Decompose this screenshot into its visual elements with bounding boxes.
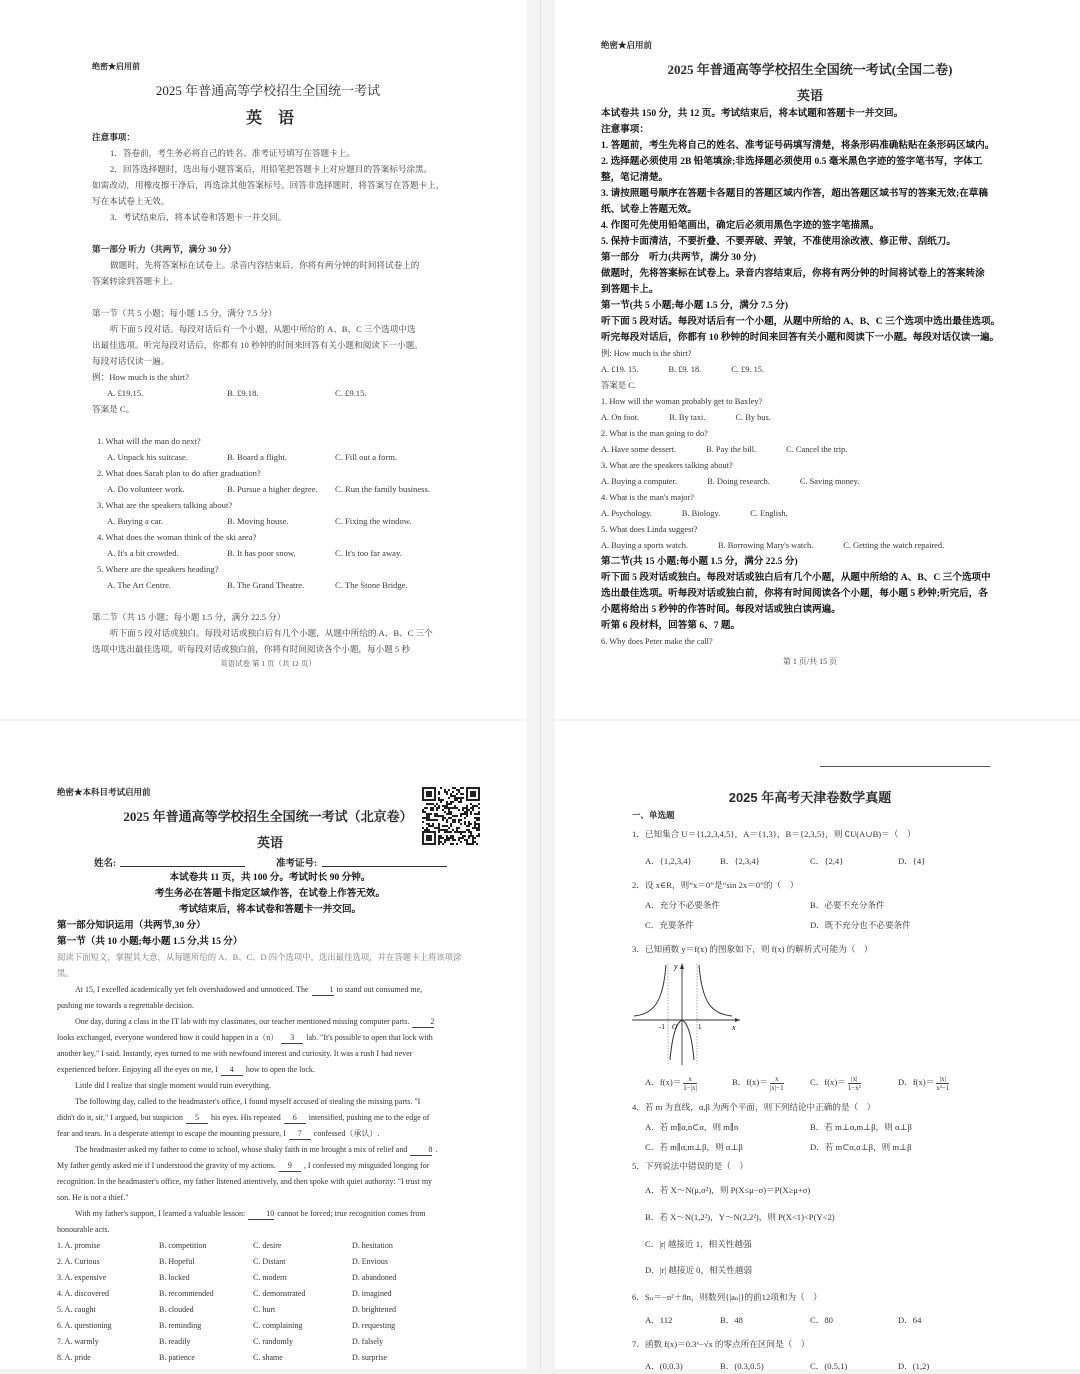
passage-text: looks exchanged, everyone wondered how it could happen in a（n） xyxy=(57,1033,279,1042)
passage-text: At 15, I excelled academically yet felt overshadowed and unnoticed. The xyxy=(75,985,309,994)
answer-option: A．若 X～N(μ,σ²)，则 P(X≤μ−σ)＝P(X≥μ+σ) xyxy=(645,1185,811,1195)
question: 5. Where are the speakers heading? xyxy=(97,564,219,574)
answer-option[interactable]: A. On foot. xyxy=(601,413,640,422)
answer-option[interactable]: B．必要不充分条件 xyxy=(810,900,885,910)
answer-option[interactable]: D. Envious xyxy=(352,1257,388,1266)
passage-text: cannot be forced; true recognition comes from xyxy=(277,1209,426,1218)
answer-options xyxy=(601,538,974,554)
cloze-blank[interactable]: 4 xyxy=(221,1064,243,1076)
tick-label-neg1: -1 xyxy=(659,1023,665,1031)
answer-option[interactable]: C. By bus. xyxy=(735,413,771,422)
answer-option[interactable]: B. competition xyxy=(159,1241,207,1250)
passage-text: fear and tears. In a desperate attempt to escape the mounting pressure, I xyxy=(57,1129,286,1138)
answer-option[interactable]: B．(0.3,0.5) xyxy=(720,1361,764,1371)
option-label: C． xyxy=(810,1077,825,1087)
answer-option[interactable]: D．{4} xyxy=(898,856,926,866)
answer-option[interactable]: A. Buying a computer. xyxy=(601,477,678,486)
answer-option[interactable]: C. demonstrated xyxy=(253,1289,306,1298)
answer-option[interactable]: A. Do volunteer work. xyxy=(107,484,185,494)
passage-text: didn't do it, sir," I argued, but suspicion xyxy=(57,1113,184,1122)
text-line: 1. How will the woman probably get to Baxley? xyxy=(601,397,763,406)
formula-prefix: f(x)＝ xyxy=(746,1077,768,1087)
answer-option[interactable]: A. £19.15. xyxy=(107,388,144,398)
passage-text: pushing me towards a regrettable decision. xyxy=(57,1001,194,1010)
text-line: 第一节(共 5 小题;每小题 1.5 分，满分 7.5 分) xyxy=(601,300,789,311)
answer-options xyxy=(601,474,889,490)
formula-prefix: f(x)＝ xyxy=(824,1077,846,1087)
answer-option[interactable]: B. Pay the bill. xyxy=(706,445,757,454)
answer-option[interactable]: D. hesitation xyxy=(352,1241,393,1250)
answer-options xyxy=(601,362,794,378)
answer-option[interactable]: B. It has poor snow. xyxy=(227,548,296,558)
answer-option[interactable]: A. Buying a car. xyxy=(107,516,164,526)
answer-option[interactable]: C. Getting the watch repaired. xyxy=(843,541,945,550)
answer-options xyxy=(601,442,877,458)
fraction xyxy=(683,1075,697,1092)
question: 4. What does the woman think of the ski area? xyxy=(97,532,257,542)
x-axis-label: x xyxy=(732,1023,736,1032)
text-line: 每段对话仅读一遍。 xyxy=(92,356,170,366)
option-label: A． xyxy=(645,1077,660,1087)
question: 5．下列说法中错误的是（ ） xyxy=(632,1161,749,1171)
origin-label: O xyxy=(672,1023,678,1031)
answer-option[interactable]: D. imagined xyxy=(352,1289,392,1298)
paragraph-line xyxy=(57,1142,437,1158)
text-line: 第一节（共 10 小题;每小题 1.5 分,共 15 分） xyxy=(57,936,243,947)
instruction-line: 阅读下面短文，掌握其大意，从每题所给的 A、B、C、D 四个选项中，选出最佳选项，并在答题卡上将该项涂 xyxy=(57,953,462,962)
paragraph-line: 1．答卷前，考生务必将自己的姓名、准考证号填写在答题卡上。 xyxy=(110,148,355,158)
fraction xyxy=(848,1075,861,1092)
x-axis-arrow-icon xyxy=(735,1018,740,1022)
answer-option[interactable]: D．(1,2) xyxy=(898,1361,930,1371)
answer-option[interactable]: C. shame xyxy=(253,1353,283,1362)
page-footer: 第 1 页/共 15 页 xyxy=(782,657,838,666)
answer-option[interactable]: 3. A. expensive xyxy=(57,1273,107,1282)
answer-option[interactable]: C. modern xyxy=(253,1273,287,1282)
text-line: 本试卷共 150 分，共 12 页。考试结束后，将本试题和答题卡一并交回。 xyxy=(601,108,904,119)
passage-text: to stand out consumed me, xyxy=(336,985,423,994)
name-field-line[interactable] xyxy=(120,858,245,867)
answer-option[interactable]: 8. A. pride xyxy=(57,1353,91,1362)
answer-option[interactable]: C．(0.5,1) xyxy=(810,1361,848,1371)
section-heading: 第一部分 听力（共两节，满分 30 分） xyxy=(92,244,236,254)
answer-option[interactable] xyxy=(645,1074,697,1092)
formula-prefix: f(x)＝ xyxy=(659,1077,682,1087)
instruction-line: 本试卷共 11 页，共 100 分。考试时长 90 分钟。 xyxy=(169,872,371,883)
answer-option[interactable]: C. £9.15. xyxy=(335,388,367,398)
answer-options xyxy=(601,506,818,522)
answer-option[interactable]: B. Borrowing Mary's watch. xyxy=(718,541,814,550)
answer-option[interactable]: A．若 m∥α,n⊂α，则 m∥n xyxy=(645,1122,739,1132)
paragraph-line xyxy=(57,982,422,998)
text-line xyxy=(57,1190,128,1206)
answer-option[interactable]: B. reminding xyxy=(159,1321,202,1330)
answer-option[interactable]: A. It's a bit crowded. xyxy=(107,548,179,558)
passage-text: The following day, called to the headmaster's office, I found myself accused of stealing the missing parts. "I xyxy=(75,1097,421,1106)
exam-title: 2025 年普通高等学校招生全国统一考试 xyxy=(155,83,381,98)
answer-option[interactable]: B. Hopeful xyxy=(159,1257,195,1266)
answer-option[interactable]: D. brightened xyxy=(352,1305,396,1314)
passage-text: son. He is not a thief." xyxy=(57,1193,129,1202)
text-line: 选项中选出最佳选项。听每段对话或独白前，你将有时间阅读各个小题，每小题 5 秒 xyxy=(92,644,410,654)
paragraph-line: 2．回答选择题时，选出每小题答案后，用铅笔把答题卡上对应题目的答案标号涂黑。 xyxy=(110,164,433,174)
text-line xyxy=(57,1158,429,1174)
question: 1．已知集合 U＝{1,2,3,4,5}，A＝{1,3}，B＝{2,3,5}，则 ∁U(A∪B)＝（ ） xyxy=(632,829,916,839)
answer-option[interactable]: C. The Stone Bridge. xyxy=(335,580,408,590)
passage-text: , I confessed my misguided longing for xyxy=(303,1161,430,1170)
question: 3. What are the speakers talking about? xyxy=(97,500,233,510)
text-line: 4. What is the man's major? xyxy=(601,493,694,502)
answer-option[interactable]: C. Cancel the trip. xyxy=(786,445,848,454)
text-line: 3. What are the speakers talking about? xyxy=(601,461,733,470)
answer-option[interactable]: B. Pursue a higher degree. xyxy=(227,484,318,494)
paragraph-line xyxy=(57,1206,426,1222)
confidential-label: 绝密★启用前 xyxy=(92,62,140,71)
answer-option[interactable]: B．{2,3,4} xyxy=(720,856,760,866)
curve-branch-3 xyxy=(682,1020,694,1060)
cloze-blank[interactable]: 5 xyxy=(186,1112,208,1124)
text-line: 听第 6 段材料，回答第 6、7 题。 xyxy=(601,620,741,631)
exam-title: 2025 年普通高等学校招生全国统一考试（北京卷） xyxy=(123,809,413,824)
answer-option[interactable]: A. Psychology. xyxy=(601,509,652,518)
text-line: 2. What is the man going to do? xyxy=(601,429,708,438)
cloze-blank[interactable]: 8 xyxy=(410,1144,432,1156)
text-line: 第一部分 听力(共两节，满分 30 分) xyxy=(601,252,757,263)
text-line: 听下面 5 段对话。每段对话后有一个小题，从题中所给的 A、B、C 三个选项中选出最佳选项。 xyxy=(601,316,1001,327)
cloze-blank[interactable]: 3 xyxy=(281,1032,303,1044)
passage-text: recognition. In the headmaster's office, my father listened attentively, and then spoke with quiet authority: "I trust my xyxy=(57,1177,433,1186)
answer-option[interactable]: B. locked xyxy=(159,1273,190,1282)
question: 2．设 x∈R，则“x＝0”是“sin 2x＝0”的（ ） xyxy=(632,880,799,890)
passage-text: With my father's support, I learned a valuable lesson: xyxy=(75,1209,246,1218)
exam-title: 2025 年普通高等学校招生全国统一考试(全国二卷) xyxy=(667,62,953,77)
answer-option[interactable]: B. By taxi. xyxy=(669,413,706,422)
section-heading: 第一节（共 5 小题；每小题 1.5 分，满分 7.5 分） xyxy=(92,308,277,318)
curve-branch-1 xyxy=(634,965,666,1016)
answer-option: D．|r| 越接近 0，相关性越弱 xyxy=(645,1265,753,1275)
fraction xyxy=(770,1075,784,1092)
curve-branch-4 xyxy=(699,965,732,1016)
text-line: 如需改动，用橡皮擦干净后，再选涂其他答案标号。回答非选择题时，将答案写在答题卡上， xyxy=(92,180,445,190)
answer-option[interactable]: C. It's too far away. xyxy=(335,548,402,558)
answer-option[interactable]: D. abandoned xyxy=(352,1273,397,1282)
answer-option[interactable]: C. desire xyxy=(253,1241,282,1250)
fraction-denominator: x²−1 xyxy=(936,1083,950,1092)
answer-option[interactable]: 4. A. discovered xyxy=(57,1289,109,1298)
answer-option[interactable]: C. English. xyxy=(750,509,788,518)
answer-option[interactable]: B. The Grand Theatre. xyxy=(227,580,305,590)
answer-option[interactable]: 6. A. questioning xyxy=(57,1321,112,1330)
answer-option: C．|r| 越接近 1，相关性越强 xyxy=(645,1239,752,1249)
paragraph-line xyxy=(57,1014,437,1030)
answer-option[interactable]: C. Fixing the window. xyxy=(335,516,412,526)
exam-subject: 英 语 xyxy=(245,110,295,127)
answer-option[interactable]: B．若 m⊥α,m⊥β，则 α⊥β xyxy=(810,1122,912,1132)
passage-text: honourable acts. xyxy=(57,1225,110,1234)
paragraph-line: 做题时，先将答案标在试卷上。录音内容结束后，你将有两分钟的时间将试卷上的 xyxy=(110,260,420,270)
page-divider xyxy=(540,0,541,1369)
passage-text: One day, during a class in the IT lab with my classmates, our teacher mentioned missing computer parts. xyxy=(75,1017,410,1026)
question: 1. What will the man do next? xyxy=(97,436,201,446)
answer-option[interactable]: C. hurt xyxy=(253,1305,276,1314)
answer-option[interactable]: C．{2,4} xyxy=(810,856,844,866)
answer-option[interactable]: B. recommended xyxy=(159,1289,214,1298)
section-heading: 第二节（共 15 小题；每小题 1.5 分，满分 22.5 分） xyxy=(92,612,286,622)
answer-option[interactable]: A．充分不必要条件 xyxy=(645,900,720,910)
cloze-blank[interactable]: 6 xyxy=(284,1112,306,1124)
cloze-blank[interactable]: 7 xyxy=(289,1128,311,1140)
answer-option[interactable]: D．既不充分也不必要条件 xyxy=(810,920,911,930)
cloze-blank[interactable]: 9 xyxy=(279,1160,301,1172)
answer-option[interactable]: 7. A. warmly xyxy=(57,1337,99,1346)
text-line: 答案是 C. xyxy=(601,381,636,390)
text-line: 5. 保持卡面清洁，不要折叠、不要弄破、弄皱，不准使用涂改液、修正带、刮纸刀。 xyxy=(601,236,956,247)
fraction-numerator: x xyxy=(770,1075,784,1084)
question: 7．函数 f(x)＝0.3ˣ−√x 的零点所在区间是（ ） xyxy=(632,1339,810,1349)
answer-option[interactable]: D．若 m⊂α,α⊥β，则 m⊥β xyxy=(810,1142,912,1152)
answer-option[interactable]: C. Run the family business. xyxy=(335,484,431,494)
answer-option[interactable]: C. Fill out a form. xyxy=(335,452,398,462)
passage-text: . xyxy=(435,1145,438,1154)
answer-option[interactable]: C. Distant xyxy=(253,1257,286,1266)
page-footer: 英语试卷 第 1 页（共 12 页） xyxy=(220,659,316,668)
question: 2. What does Sarah plan to do after graduation? xyxy=(97,468,261,478)
answer-option[interactable]: B. Moving house. xyxy=(227,516,289,526)
paragraph-line: 3．考试结束后，将本试卷和答题卡一并交回。 xyxy=(110,212,287,222)
answer-option[interactable]: A．{1,2,3,4} xyxy=(645,856,692,866)
answer-option[interactable]: C. Saving money. xyxy=(799,477,860,486)
answer-option[interactable]: C．充要条件 xyxy=(645,920,694,930)
option-label: B． xyxy=(732,1077,747,1087)
section-heading: 一、单选题 xyxy=(632,810,675,820)
fraction-numerator: x xyxy=(683,1075,697,1084)
text-line: 整，笔记清楚。 xyxy=(601,172,669,183)
text-line: 3. 请按照题号顺序在答题卡各题目的答题区域内作答，超出答题区域书写的答案无效;在草稿 xyxy=(601,188,988,199)
passage-text: My father gently asked me if I understood the gravity of my actions. xyxy=(57,1161,276,1170)
fraction-denominator: 1−|x| xyxy=(683,1083,698,1092)
paragraph-line: 听下面 5 段对话或独白。每段对话或独白后有几个小题，从题中所给的 A、B、C 三个 xyxy=(110,628,433,638)
answer-option[interactable] xyxy=(810,1074,861,1092)
answer-options xyxy=(601,410,801,426)
confidential-label: 绝密★启用前 xyxy=(601,40,653,50)
cloze-blank[interactable]: 10 xyxy=(248,1208,274,1220)
answer-option[interactable]: B. patience xyxy=(159,1353,195,1362)
text-line: 答案转涂到答题卡上。 xyxy=(92,276,178,286)
answer-option[interactable]: B. Biology. xyxy=(681,509,721,518)
exam-number-field-line[interactable] xyxy=(322,858,447,867)
answer-option[interactable]: A. The Art Centre. xyxy=(107,580,172,590)
answer-option[interactable]: A．112 xyxy=(645,1315,673,1325)
text-line: 小题将给出 5 秒钟的作答时间。每段对话或独白读两遍。 xyxy=(601,604,841,615)
answer-option[interactable]: C. complaining xyxy=(253,1321,303,1330)
answer-option[interactable]: D. requesting xyxy=(352,1321,396,1330)
passage-text: The headmaster asked my father to come to school, whose shaky faith in me brought a mix of relief and xyxy=(75,1145,408,1154)
cloze-blank[interactable]: 2 xyxy=(412,1016,434,1028)
answer-option[interactable]: B. £9.18. xyxy=(227,388,259,398)
paragraph-line xyxy=(57,1094,420,1110)
answer-option[interactable]: A. Have some dessert. xyxy=(601,445,677,454)
text-line: 选出最佳选项。听每段对话或独白前，你将有时间阅读各个小题，每小题 5 秒钟;听完后，各 xyxy=(601,588,988,599)
answer-option[interactable]: C．80 xyxy=(810,1315,833,1325)
text-line: 第一部分知识运用（共两节,30 分） xyxy=(57,920,206,931)
question: 6．Sₙ＝−n²＋8n，则数列{|aₙ|}的前12项和为（ ） xyxy=(632,1292,822,1302)
question: 4．若 m 为直线，α,β 为两个平面，则下列结论中正确的是（ ） xyxy=(632,1102,876,1112)
function-graph xyxy=(632,960,744,1066)
text-line: 注意事项： xyxy=(601,124,649,135)
passage-text: Little did I realize that single moment would ruin everything. xyxy=(75,1081,271,1090)
passage-text: experienced before. Enjoying all the eyes on me, I xyxy=(57,1065,218,1074)
exam-number-field-label: 准考证号: xyxy=(276,859,318,869)
text-line xyxy=(57,1174,432,1190)
text-line: 听下面 5 段对话或独白。每段对话或独白后有几个小题，从题中所给的 A、B、C 三个选项中 xyxy=(601,572,991,583)
y-axis-arrow-icon xyxy=(680,963,684,969)
instruction-line: 考试结束后，将本试卷和答题卡一并交回。 xyxy=(178,904,362,915)
passage-text: another key," I said. Instantly, eyes turned to me with newfound interest and curiosity. It was a rush I had never xyxy=(57,1049,413,1058)
fraction-numerator: |x| xyxy=(936,1075,949,1084)
header-rule xyxy=(820,766,990,767)
answer-option[interactable]: A. Unpack his suitcase. xyxy=(107,452,188,462)
text-line xyxy=(57,1110,429,1126)
text-line: 6. Why does Peter make the call? xyxy=(601,637,713,646)
answer-option: B．若 X～N(1,2²)，Y～N(2,2²)，则 P(X<1)<P(Y<2) xyxy=(645,1212,835,1222)
passage-text: his eyes. His repeated xyxy=(211,1113,281,1122)
paragraph-line xyxy=(57,1078,271,1094)
text-line: 出最佳选项。听完每段对话后，你都有 10 秒钟的时间来回答有关小题和阅读下一小题。 xyxy=(92,340,423,350)
answer-option[interactable]: B. readily xyxy=(159,1337,191,1346)
exam-title: 2025 年高考天津卷数学真题 xyxy=(728,790,892,805)
answer-option[interactable] xyxy=(898,1074,949,1092)
answer-option[interactable]: 2. A. Curious xyxy=(57,1257,100,1266)
answer-option[interactable]: B. £9. 18. xyxy=(668,365,702,374)
answer-option[interactable]: A．(0,0.3) xyxy=(645,1361,683,1371)
cloze-blank[interactable]: 1 xyxy=(312,984,334,996)
instruction-line: 黑。 xyxy=(57,969,74,978)
text-line: 到答题卡上。 xyxy=(601,284,659,295)
answer-option[interactable]: D. surprise xyxy=(352,1353,388,1362)
text-line: 2. 选择题必须使用 2B 铅笔填涂;非选择题必须使用 0.5 毫米黑色字迹的签字笔书写，字体工 xyxy=(601,156,983,167)
text-line: 第二节(共 15 小题;每小题 1.5 分，满分 22.5 分) xyxy=(601,556,798,567)
answer-option[interactable]: D. falsely xyxy=(352,1337,384,1346)
text-line: 例: How much is the shirt? xyxy=(601,349,692,358)
passage-text: intensified, pushing me to the edge of xyxy=(308,1113,430,1122)
fraction-denominator: |x|−1 xyxy=(769,1083,784,1092)
confidential-label: 绝密★本科目考试启用前 xyxy=(57,787,151,797)
text-line: 做题时，先将答案标在试卷上。录音内容结束后，你将有两分钟的时间将试卷上的答案转涂 xyxy=(601,268,985,279)
text-line xyxy=(57,1126,379,1142)
exam-subject: 英语 xyxy=(256,835,284,850)
text-line: 纸、试卷上答题无效。 xyxy=(601,204,697,215)
qr-code xyxy=(422,787,480,847)
answer-option[interactable]: 1. A. promise xyxy=(57,1241,101,1250)
instruction-line: 考生务必在答题卡指定区域作答，在试卷上作答无效。 xyxy=(154,888,386,899)
answer-option[interactable]: A. £19. 15. xyxy=(601,365,639,374)
fraction xyxy=(936,1075,949,1092)
answer-option[interactable]: C．若 m∥α,m⊥β，则 α⊥β xyxy=(645,1142,743,1152)
text-line: 听完每段对话后，你都有 10 秒钟的时间来回答有关小题和阅读下一小题。每段对话仅读一遍。 xyxy=(601,332,1000,343)
passage-text: lab. "It's possible to open that lock with xyxy=(306,1033,433,1042)
text-line xyxy=(57,1046,412,1062)
text-line: 答案是 C。 xyxy=(92,404,135,414)
answer-option[interactable]: D．64 xyxy=(898,1315,922,1325)
answer-option[interactable]: 5. A. caught xyxy=(57,1305,96,1314)
exam-subject: 英语 xyxy=(796,88,824,103)
passage-text: how to open the lock. xyxy=(245,1065,315,1074)
passage-text: confessed（承认）. xyxy=(313,1129,380,1138)
text-line: 例：How much is the shirt? xyxy=(92,372,189,382)
answer-option[interactable]: B．48 xyxy=(720,1315,743,1325)
text-line: 5. What does Linda suggest? xyxy=(601,525,698,534)
y-axis-label: y xyxy=(674,962,678,971)
answer-option[interactable]: B. Board a flight. xyxy=(227,452,287,462)
text-line: 1. 答题前，考生先将自己的姓名、准考证号码填写清楚，将条形码准确粘贴在条形码区域内。 xyxy=(601,140,995,151)
text-line xyxy=(57,1062,315,1078)
question: 3．已知函数 y＝f(x) 的图象如下，则 f(x) 的解析式可能为（ ） xyxy=(632,944,873,954)
answer-option[interactable] xyxy=(732,1074,784,1092)
answer-option[interactable]: B. clouded xyxy=(159,1305,194,1314)
paragraph-line: 听下面 5 段对话。每段对话后有一个小题，从题中所给的 A、B、C 三个选项中选 xyxy=(110,324,416,334)
text-line xyxy=(57,1222,109,1238)
answer-option[interactable]: A. Buying a sports watch. xyxy=(601,541,688,550)
notice-heading: 注意事项： xyxy=(92,132,135,142)
name-field-label: 姓名: xyxy=(94,859,117,869)
tick-label-1: 1 xyxy=(698,1023,702,1031)
text-line: 写在本试卷上无效。 xyxy=(92,196,170,206)
fraction-denominator: 1−x² xyxy=(847,1083,861,1092)
text-line: 4. 作图可先使用铅笔画出，确定后必须用黑色字迹的签字笔描黑。 xyxy=(601,220,880,231)
formula-prefix: f(x)＝ xyxy=(912,1077,935,1087)
answer-option[interactable]: C. randomly xyxy=(253,1337,293,1346)
answer-option[interactable]: C. £9. 15. xyxy=(731,365,765,374)
fraction-numerator: |x| xyxy=(848,1075,861,1084)
option-label: D． xyxy=(898,1077,913,1087)
text-line xyxy=(57,998,194,1014)
answer-option[interactable]: B. Doing research. xyxy=(707,477,770,486)
text-line xyxy=(57,1030,433,1046)
